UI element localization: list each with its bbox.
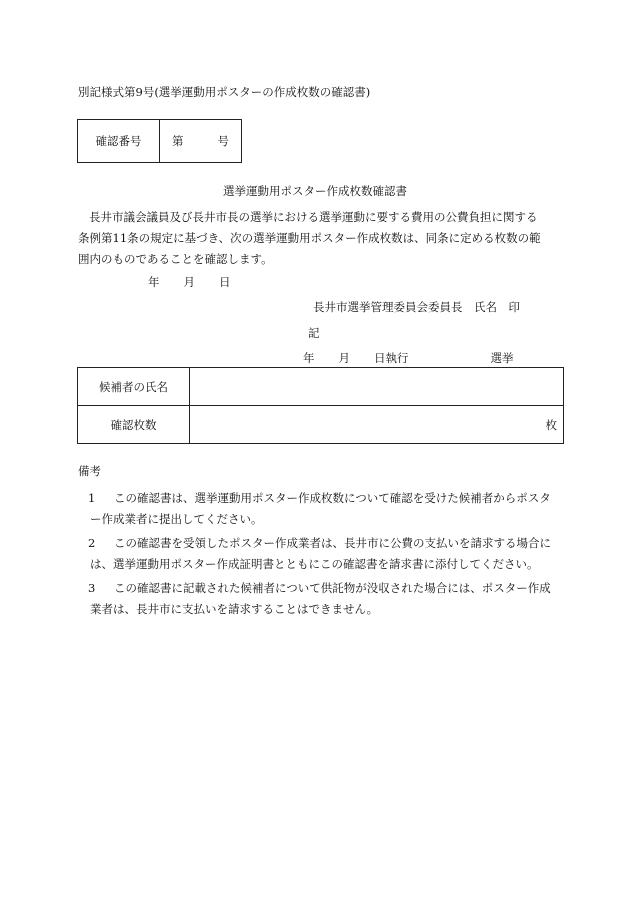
remark-item-3 [78,578,558,620]
confirm-number-field[interactable] [160,120,242,163]
date-day: 日 [219,275,231,289]
election-day-exec: 日執行 [374,351,409,365]
remark-line: 業者は、長井市に支払いを請求することはできません。 [90,602,379,616]
election-year: 年 [303,351,315,365]
document-title: 選挙運動用ポスター作成枚数確認書 [223,184,407,198]
candidate-info-table [77,367,564,444]
body-paragraph [78,207,556,270]
confirmed-count-label: 確認枚数 [78,406,190,444]
remarks-title: 備考 [78,464,101,478]
election-senkyo: 選挙 [490,351,514,365]
form-label: 別記様式第9号(選挙運動用ポスターの作成枚数の確認書) [78,85,371,99]
remark-line: は、選挙運動用ポスター作成証明書とともにこの確認書を請求書に添付してください。 [90,557,539,571]
body-line-2: 条例第11条の規定に基づき、次の選挙運動用ポスター作成枚数は、同条に定める枚数の範 [78,231,541,245]
dai-label: 第 [172,134,184,148]
candidate-name-label: 候補者の氏名 [78,368,190,406]
issuer-signature: 長井市選挙管理委員会委員長 氏名 印 [313,300,520,314]
election-line [303,350,514,366]
remark-item-2 [78,533,558,575]
date-year: 年 [148,275,160,289]
confirmed-count-field[interactable] [190,406,564,444]
body-line-1: 長井市議会議員及び長井市長の選挙における選挙運動に要する費用の公費負担に関する [89,210,538,224]
body-line-3: 囲内のものであることを確認します。 [78,252,273,266]
remark-number: 1 [88,491,96,505]
date-line [148,274,231,290]
gou-label: 号 [217,134,229,148]
ki-label: 記 [308,326,320,340]
remark-number: 2 [88,536,96,550]
table-row [78,368,564,406]
remark-item-1 [78,488,558,530]
remark-line: この確認書は、選挙運動用ポスター作成枚数について確認を受けた候補者からポスタ [114,491,551,505]
remark-number: 3 [88,581,96,595]
confirm-number-table [77,119,242,163]
count-unit: 枚 [545,417,557,432]
remark-line: ー作成業者に提出してください。 [90,512,263,526]
date-month: 月 [183,275,195,289]
candidate-name-field[interactable] [190,368,564,406]
confirm-number-label: 確認番号 [78,120,160,163]
election-month: 月 [338,351,350,365]
remark-line: この確認書に記載された候補者について供託物が没収された場合には、ポスター作成 [114,581,551,595]
remark-line: この確認書を受領したポスター作成業者は、長井市に公費の支払いを請求する場合に [114,536,551,550]
table-row [78,406,564,444]
